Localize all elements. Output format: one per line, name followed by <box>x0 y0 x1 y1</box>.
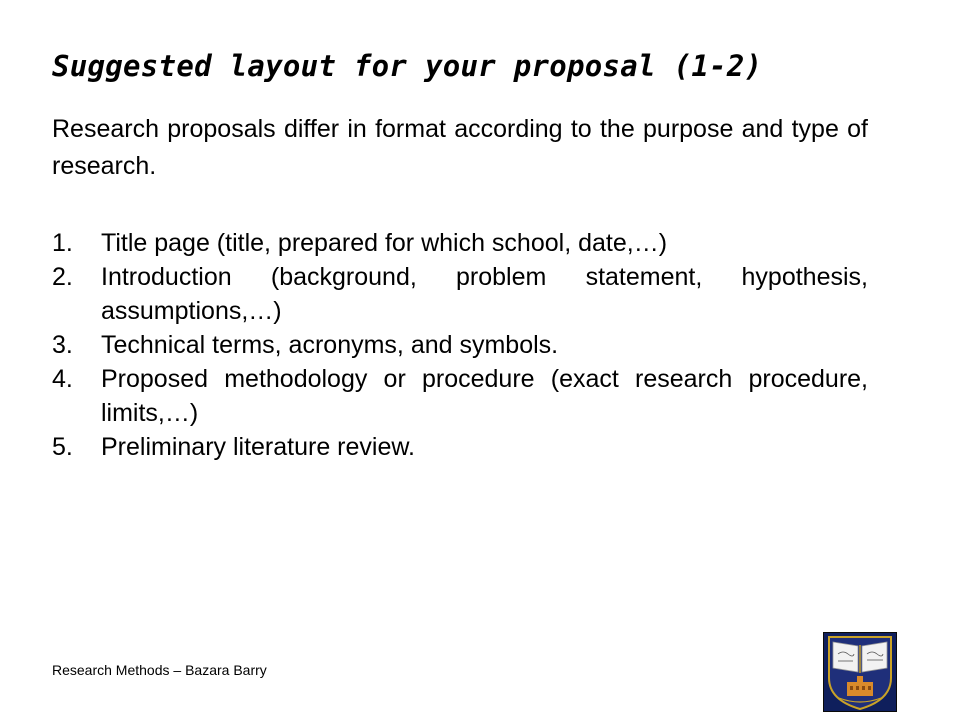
list-item <box>52 260 868 328</box>
list-item-number: 2. <box>52 263 73 291</box>
list-item <box>52 362 868 430</box>
slide-title: Suggested layout for your proposal (1-2) <box>52 49 763 83</box>
proposal-layout-list <box>52 226 868 464</box>
footer-text: Research Methods – Bazara Barry <box>52 662 267 678</box>
list-item-text: Technical terms, acronyms, and symbols. <box>101 331 559 359</box>
list-item <box>52 328 868 362</box>
list-item-number: 4. <box>52 365 73 393</box>
list-item <box>52 226 868 260</box>
list-item-number: 1. <box>52 229 73 257</box>
list-item-number: 5. <box>52 433 73 461</box>
list-item-number: 3. <box>52 331 73 359</box>
list-item-text: Introduction (background, problem statement, hypothesis, assumptions,…) <box>101 263 868 325</box>
intro-paragraph: Research proposals differ in format according to the purpose and type of research. <box>52 115 868 180</box>
university-crest-icon <box>823 632 897 712</box>
list-item-text: Preliminary literature review. <box>101 433 415 461</box>
list-item-text: Title page (title, prepared for which school, date,…) <box>101 229 668 257</box>
list-item <box>52 430 868 464</box>
list-item-text: Proposed methodology or procedure (exact research procedure, limits,…) <box>101 365 868 427</box>
